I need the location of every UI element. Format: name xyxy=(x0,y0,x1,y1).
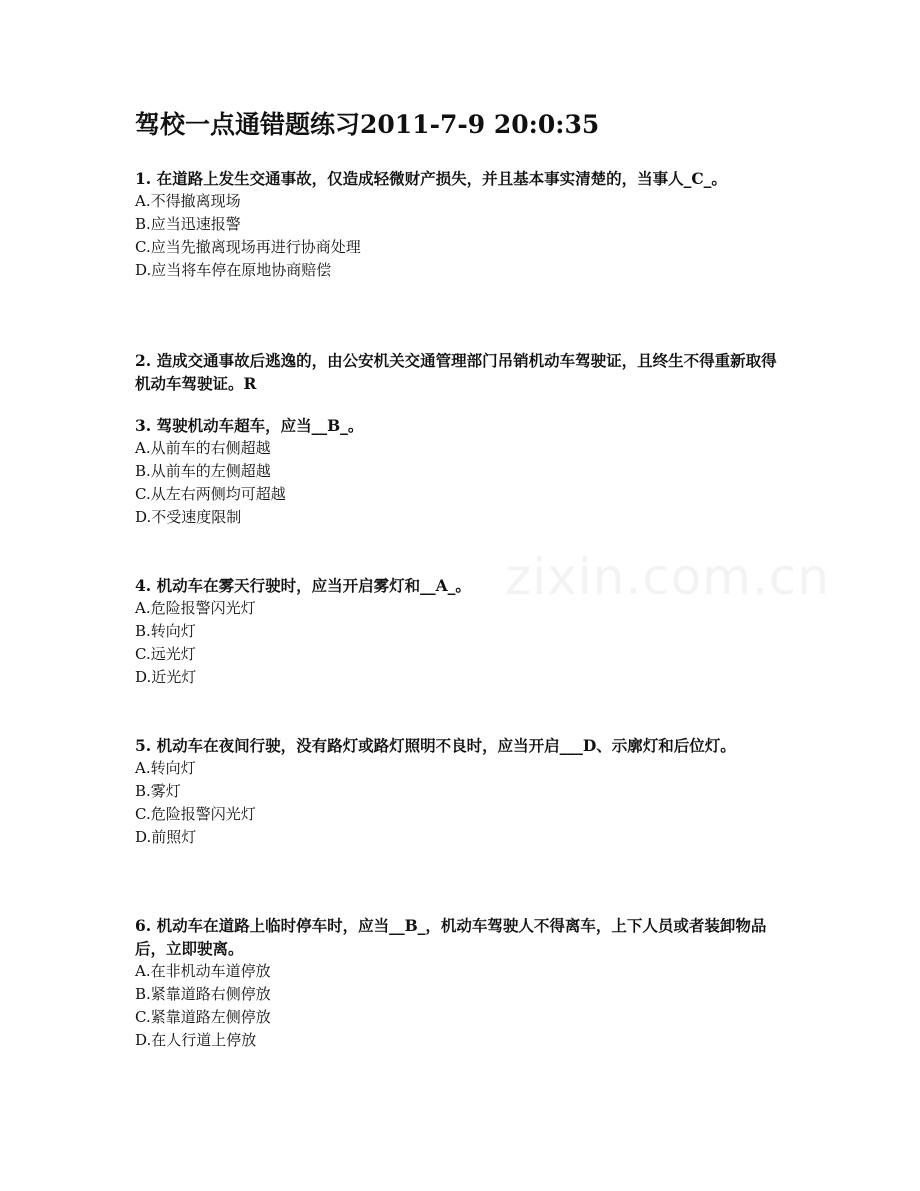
option-b: B.应当迅速报警 xyxy=(135,215,241,233)
option-d: D.应当将车停在原地协商赔偿 xyxy=(135,261,332,279)
option-a: A.不得撤离现场 xyxy=(135,192,241,210)
option-a: A.转向灯 xyxy=(135,759,196,777)
question-2 xyxy=(135,349,785,395)
option-b: B.转向灯 xyxy=(135,622,196,640)
option-b: B.雾灯 xyxy=(135,782,181,800)
option-a: A.从前车的右侧超越 xyxy=(135,439,271,457)
option-c: C.从左右两侧均可超越 xyxy=(135,485,286,503)
option-c: C.应当先撤离现场再进行协商处理 xyxy=(135,238,361,256)
question-stem: 6. 机动车在道路上临时停车时，应当__B_，机动车驾驶人不得离车，上下人员或者装卸物品后，立即驶离。 xyxy=(135,916,767,958)
question-stem: 2. 造成交通事故后逃逸的，由公安机关交通管理部门吊销机动车驾驶证，且终生不得重新取得机动车驾驶证。R xyxy=(135,351,777,393)
question-stem: 3. 驾驶机动车超车，应当__B_。 xyxy=(135,416,364,435)
option-d: D.不受速度限制 xyxy=(135,508,242,526)
option-d: D.前照灯 xyxy=(135,828,197,846)
question-stem: 4. 机动车在雾天行驶时，应当开启雾灯和__A_。 xyxy=(135,576,471,595)
page-title: 驾校一点通错题练习2011-7-9 20:0:35 xyxy=(135,110,600,139)
option-c: C.危险报警闪光灯 xyxy=(135,805,256,823)
option-b: B.紧靠道路右侧停放 xyxy=(135,985,271,1003)
question-stem: 1. 在道路上发生交通事故，仅造成轻微财产损失，并且基本事实清楚的，当事人_C_。 xyxy=(135,169,727,188)
option-a: A.危险报警闪光灯 xyxy=(135,599,256,617)
option-c: C.远光灯 xyxy=(135,645,196,663)
option-a: A.在非机动车道停放 xyxy=(135,962,271,980)
option-c: C.紧靠道路左侧停放 xyxy=(135,1008,271,1026)
option-d: D.在人行道上停放 xyxy=(135,1031,257,1049)
option-d: D.近光灯 xyxy=(135,668,197,686)
question-stem: 5. 机动车在夜间行驶，没有路灯或路灯照明不良时，应当开启___D、示廓灯和后位灯。 xyxy=(135,736,736,755)
question-6 xyxy=(135,914,785,1052)
watermark: zixin.com.cn xyxy=(505,548,831,606)
option-b: B.从前车的左侧超越 xyxy=(135,462,271,480)
question-1 xyxy=(135,167,785,282)
question-5 xyxy=(135,734,785,849)
question-3 xyxy=(135,414,785,529)
question-4 xyxy=(135,574,785,689)
